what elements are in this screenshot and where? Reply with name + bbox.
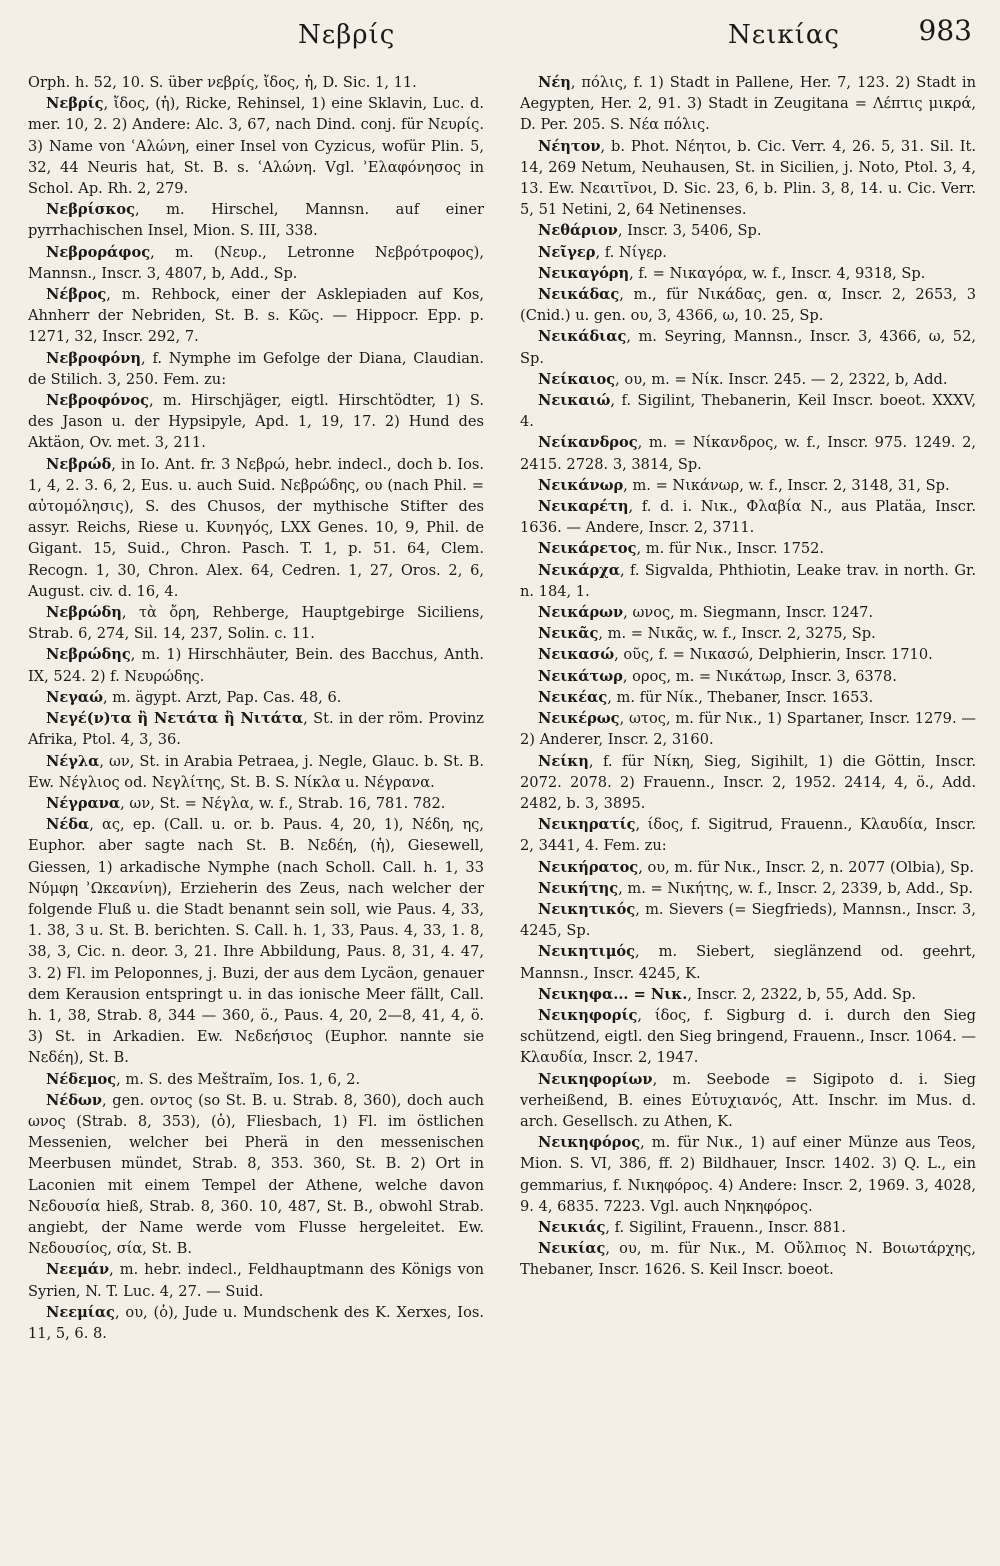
entry-headword: Νεβρώδ	[46, 455, 112, 473]
dictionary-entry: Νεγέ(ν)τα ἢ Νετάτα ἢ Νιτάτα, St. in der röm. Provinz Afrika, Ptol. 4, 3, 36.	[28, 710, 484, 749]
dictionary-entry: Νεικᾶς, m. = Νικᾶς, w. f., Inscr. 2, 3275, Sp.	[538, 625, 876, 643]
dictionary-entry: Νείκη, f. für Νίκη, Sieg, Sigihilt, 1) die Göttin, Inscr. 2072. 2078. 2) Frauenn., Inscr. 2, 1952. 2414, 4, ö., Add. 2482, b. 3, 3895.	[520, 752, 976, 812]
dictionary-entry: Νεικάρων, ωνος, m. Siegmann, Inscr. 1247.	[538, 604, 874, 622]
dictionary-entry: Νέδα, ας, ep. (Call. u. or. b. Paus. 4, 20, 1), Νέδη, ης, Euphor. aber sagte nach St. B. Νεδέη, (ἡ), Giesewell, Giessen, 1) arkadische Nymphe (nach Scholl. Call. h. 1, 33 Νύμφη ʾΩκεανίνη), Erzieherin des Zeus, nach welcher der folgende Fluß u. die Stadt benannt sein soll, wie Paus. 4, 33, 1. 38, 3 u. St. B. berichten. S. Call. h. 1, 33, Paus. 4, 33, 1. 8, 38, 3, Cic. n. deor. 3, 21. Ihre Abbildung, Paus. 8, 31, 4. 47, 3. 2) Fl. im Peloponnes, j. Buzi, der aus dem Lycäon, genauer dem Kerausion entspringt u. in das ionische Meer fällt, Call. h. 1, 38, Strab. 8, 344 — 360, ö., Paus. 4, 20, 2—8, 41, 4, ö. 3) St. in Arkadien. Ew. Νεδεήσιος (Euphor. nannte sie Νεδέη), St. B.	[28, 816, 484, 1067]
dictionary-entry: Νεικάδας, m., für Νικάδας, gen. α, Inscr. 2, 2653, 3 (Cnid.) u. gen. ου, 3, 4366, ω, 10. 25, Sp.	[520, 286, 976, 325]
dictionary-entry: Νεῖγερ, f. Νίγερ.	[538, 243, 667, 261]
entry-headword: Νεβροφόνη	[46, 349, 142, 367]
dictionary-entry: Νεικηφορίων, m. Seebode = Sigipoto d. i. Sieg verheißend, B. eines Εὐτυχιανός, Att. Inschr. im Mus. d. arch. Gesellsch. zu Athen, K.	[520, 1070, 976, 1130]
dictionary-entry: Νεικάρετος, m. für Νικ., Inscr. 1752.	[538, 540, 825, 558]
entry-headword: Νεικηρατίς	[538, 816, 636, 834]
dictionary-entry: Νέη, πόλις, f. 1) Stadt in Pallene, Her. 7, 123. 2) Stadt in Aegypten, Her. 2, 91. 3) Stadt in Zeugitana = Λέπτις μικρά, D. Per. 205. S. Νέα πόλις.	[520, 74, 976, 134]
text-columns	[28, 62, 976, 1344]
entry-headword: Νέγλα	[46, 752, 100, 770]
dictionary-entry: Νέγρανα, ων, St. = Νέγλα, w. f., Strab. 16, 781. 782.	[46, 794, 446, 812]
left-running-headword: Νεβρίς	[298, 20, 396, 50]
dictionary-entry: Νείκαιος, ου, m. = Νίκ. Inscr. 245. — 2, 2322, b, Add.	[538, 370, 948, 388]
entry-headword: Νεικάδας	[538, 286, 620, 304]
left-column	[28, 72, 484, 1344]
dictionary-entry: Νεθάριον, Inscr. 3, 5406, Sp.	[538, 222, 762, 240]
entry-headword: Νεικαρέτη	[538, 498, 629, 516]
entry-headword: Νέβρος	[46, 286, 107, 304]
dictionary-entry: Νεικαιώ, f. Sigilint, Thebanerin, Keil Inscr. boeot. XXXV, 4.	[520, 392, 976, 431]
entry-headword: Νέη	[538, 74, 571, 91]
dictionary-entry: Νεικητιμός, m. Siebert, sieglänzend od. geehrt, Mannsn., Inscr. 4245, K.	[520, 943, 976, 982]
dictionary-entry: Νέδων, gen. οντος (so St. B. u. Strab. 8, 360), doch auch ωνος (Strab. 8, 353), (ὁ), Fliesbach, 1) Fl. im östlichen Messenien, welcher bei Pherä in den messenischen Meerbusen mündet, Strab. 8, 353. 360, St. B. 2) Ort in Laconien mit einem Tempel der Athene, welche davon Νεδουσία hieß, Strab. 8, 360. 10, 487, St. B., obwohl Strab. angiebt, der Name werde vom Flusse hergeleitet. Ew. Νεδουσίος, σία, St. B.	[28, 1091, 484, 1258]
dictionary-entry: Νέδεμος, m. S. des Meštraïm, Ios. 1, 6, 2.	[46, 1070, 361, 1088]
dictionary-entry: Νεικήρατος, ου, m. für Νικ., Inscr. 2, n. 2077 (Olbia), Sp.	[538, 858, 974, 876]
entry-headword: Νέδεμος	[46, 1070, 117, 1088]
entry-headword: Νεικήρατος	[538, 858, 639, 876]
entry-headword: Νέγρανα	[46, 794, 121, 812]
page-number: 983	[918, 14, 972, 47]
dictionary-entry: Νείκανδρος, m. = Νίκανδρος, w. f., Inscr. 975. 1249. 2, 2415. 2728. 3, 3814, Sp.	[520, 434, 976, 473]
entry-headword: Νεβροράφος	[46, 243, 151, 261]
page-header	[28, 0, 976, 62]
entry-headword: Νεικασώ	[538, 646, 615, 664]
entry-headword: Νεβρώδη	[46, 604, 122, 622]
dictionary-entry: Orph. h. 52, 10. S. über νεβρίς, ἴδος, ἡ, D. Sic. 1, 11.	[28, 74, 417, 91]
entry-headword: Νεβρίσκος	[46, 201, 135, 219]
dictionary-entry: Νεβρίσκος, m. Hirschel, Mannsn. auf einer pyrrhachischen Insel, Mion. S. III, 338.	[28, 201, 484, 240]
entry-headword: Νεικηφορίς	[538, 1006, 638, 1024]
dictionary-entry: Νεικηφα... = Νικ., Inscr. 2, 2322, b, 55, Add. Sp.	[538, 985, 916, 1003]
entry-headword: Νεικάρων	[538, 604, 624, 622]
dictionary-entry: Νεικάτωρ, ορος, m. = Νικάτωρ, Inscr. 3, 6378.	[538, 667, 897, 685]
entry-headword: Νεβροφόνος	[46, 392, 150, 410]
entry-headword: Νεβρίς	[46, 95, 104, 113]
dictionary-entry: Νεικαρέτη, f. d. i. Νικ., Φλαβία Ν., aus Platäa, Inscr. 1636. — Andere, Inscr. 2, 3711.	[520, 498, 976, 537]
dictionary-entry: Νεικάδιας, m. Seyring, Mannsn., Inscr. 3, 4366, ω, 52, Sp.	[520, 328, 976, 367]
entry-headword: Νεικητιμός	[538, 943, 636, 961]
dictionary-entry: Νεικίας, ου, m. für Νικ., Μ. Οὔλπιος Ν. Βοιωτάρχης, Thebaner, Inscr. 1626. S. Keil Inscr. boeot.	[520, 1240, 976, 1279]
dictionary-entry: Νέβρος, m. Rehbock, einer der Asklepiaden auf Kos, Ahnherr der Nebriden, St. B. s. Κῶς. — Hippocr. Epp. p. 1271, 32, Inscr. 292, 7.	[28, 286, 484, 346]
entry-headword: Νεικᾶς	[538, 625, 599, 643]
dictionary-entry: Νεικέας, m. für Νίκ., Thebaner, Inscr. 1653.	[538, 688, 874, 706]
entry-headword: Νείκαιος	[538, 370, 616, 388]
entry-headword: Νεικέας	[538, 688, 608, 706]
right-column	[520, 72, 976, 1344]
dictionary-entry: Νεβρώδης, m. 1) Hirschhäuter, Bein. des Bacchus, Anth. IX, 524. 2) f. Νευρώδης.	[28, 646, 484, 685]
right-running-headword: Νεικίας	[728, 20, 840, 50]
dictionary-entry: Νεικαγόρη, f. = Νικαγόρα, w. f., Inscr. 4, 9318, Sp.	[538, 264, 926, 282]
dictionary-entry: Νεγαώ, m. ägypt. Arzt, Pap. Cas. 48, 6.	[46, 688, 342, 706]
entry-headword: Νέητον	[538, 137, 601, 155]
entry-headword: Νεικάρετος	[538, 540, 637, 558]
dictionary-entry: Νεικηρατίς, ίδος, f. Sigitrud, Frauenn., Κλαυδία, Inscr. 2, 3441, 4. Fem. zu:	[520, 816, 976, 855]
entry-headword: Νεικαγόρη	[538, 264, 630, 282]
dictionary-entry: Νεικηφόρος, m. für Νικ., 1) auf einer Münze aus Teos, Mion. S. VI, 386, ff. 2) Bildhauer, Inscr. 1402. 3) Q. L., ein gemmarius, f. Νικηφόρος. 4) Andere: Inscr. 2, 1969. 3, 4028, 9. 4, 6835. 7223. Vgl. auch Νηκηφόρος.	[520, 1134, 976, 1215]
dictionary-entry: Νεικηφορίς, ίδος, f. Sigburg d. i. durch den Sieg schützend, eigtl. den Sieg bringend, Frauenn., Inscr. 1064. — Κλαυδία, Inscr. 2, 1947.	[520, 1006, 976, 1067]
dictionary-entry: Νεικιάς, f. Sigilint, Frauenn., Inscr. 881.	[538, 1218, 846, 1236]
dictionary-entry: Νεβρώδ, in Io. Ant. fr. 3 Νεβρώ, hebr. indecl., doch b. Ios. 1, 4, 2. 3. 6, 2, Eus. u. auch Suid. Νεβρώδης, ου (nach Phil. = αὐτομόλησις), S. des Chusos, der mythische Stifter des assyr. Reichs, Riese u. Κυνηγός, LXX Genes. 10, 9, Phil. de Gigant. 15, Suid., Chron. Pasch. T. 1, p. 51. 64, Clem. Recogn. 1, 30, Chron. Alex. 64, Cedren. 1, 27, Oros. 2, 6, August. civ. d. 16, 4.	[28, 455, 484, 600]
dictionary-entry: Νεικασώ, οῦς, f. = Νικασώ, Delphierin, Inscr. 1710.	[538, 646, 933, 664]
entry-headword: Νεβρώδης	[46, 646, 131, 664]
dictionary-entry: Νεβροφόνος, m. Hirschjäger, eigtl. Hirschtödter, 1) S. des Jason u. der Hypsipyle, Apd. 1, 19, 17. 2) Hund des Aktäon, Ov. met. 3, 211.	[28, 392, 484, 452]
entry-headword: Νεικέρως	[538, 710, 620, 728]
entry-headword: Νεγαώ	[46, 688, 103, 706]
dictionary-entry: Νεεμίας, ου, (ὁ), Jude u. Mundschenk des K. Xerxes, Ios. 11, 5, 6. 8.	[28, 1303, 484, 1342]
entry-headword: Νεθάριον	[538, 222, 618, 240]
entry-headword: Νεῖγερ	[538, 243, 596, 261]
dictionary-entry: Νεικάρχα, f. Sigvalda, Phthiotin, Leake trav. in north. Gr. n. 184, 1.	[520, 561, 976, 600]
entry-headword: Νεικαιώ	[538, 392, 611, 410]
entry-headword: Νεικίας	[538, 1240, 606, 1258]
dictionary-entry: Νεικέρως, ωτος, m. für Νικ., 1) Spartaner, Inscr. 1279. — 2) Anderer, Inscr. 2, 3160.	[520, 710, 976, 749]
dictionary-entry: Νεεμάν, m. hebr. indecl., Feldhauptmann des Königs von Syrien, N. T. Luc. 4, 27. — Suid.	[28, 1261, 484, 1300]
entry-headword: Νεικηφόρος	[538, 1134, 641, 1152]
dictionary-entry: Νεβροφόνη, f. Nymphe im Gefolge der Diana, Claudian. de Stilich. 3, 250. Fem. zu:	[28, 349, 484, 388]
entry-headword: Νεεμάν	[46, 1261, 110, 1279]
entry-headword: Νεεμίας	[46, 1303, 115, 1321]
entry-headword: Νείκανδρος	[538, 434, 638, 452]
dictionary-entry: Νεικάνωρ, m. = Νικάνωρ, w. f., Inscr. 2, 3148, 31, Sp.	[538, 476, 950, 494]
entry-headword: Νείκη	[538, 752, 589, 770]
dictionary-entry: Νεβροράφος, m. (Νευρ., Letronne Νεβρότροφος), Mannsn., Inscr. 3, 4807, b, Add., Sp.	[28, 243, 484, 282]
entry-headword: Νέδων	[46, 1091, 102, 1109]
entry-headword: Νεικάνωρ	[538, 476, 624, 494]
entry-headword: Νεικιάς	[538, 1218, 606, 1236]
entry-headword: Νεικάρχα	[538, 561, 620, 579]
entry-headword: Νεικάτωρ	[538, 667, 623, 685]
entry-headword: Νεικήτης	[538, 879, 619, 897]
dictionary-entry: Νέγλα, ων, St. in Arabia Petraea, j. Negle, Glauc. b. St. B. Ew. Νέγλιος od. Νεγλίτης, St. B. S. Νίκλα u. Νέγρανα.	[28, 752, 484, 791]
dictionary-entry: Νεβρώδη, τὰ ὄρη, Rehberge, Hauptgebirge Siciliens, Strab. 6, 274, Sil. 14, 237, Solin. c. 11.	[28, 604, 484, 643]
dictionary-entry: Νεικητικός, m. Sievers (= Siegfrieds), Mannsn., Inscr. 3, 4245, Sp.	[520, 900, 976, 940]
entry-headword: Νεικηφα... = Νικ.	[538, 985, 688, 1003]
dictionary-entry: Νέητον, b. Phot. Νέητοι, b. Cic. Verr. 4, 26. 5, 31. Sil. It. 14, 269 Netum, Neuhausen, St. in Sicilien, j. Noto, Ptol. 3, 4, 13. Ew. Νεαιτῖνοι, D. Sic. 23, 6, b. Plin. 3, 8, 14. u. Cic. Verr. 5, 51 Netini, 2, 64 Netinenses.	[520, 137, 976, 219]
dictionary-entry: Νεικήτης, m. = Νικήτης, w. f., Inscr. 2, 2339, b, Add., Sp.	[538, 879, 974, 897]
entry-headword: Νεγέ(ν)τα ἢ Νετάτα ἢ Νιτάτα	[46, 710, 304, 728]
dictionary-entry: Νεβρίς, ἴδος, (ἡ), Ricke, Rehinsel, 1) eine Sklavin, Luc. d. mer. 10, 2. 2) Andere: Alc. 3, 67, nach Dind. conj. für Νευρίς. 3) Name von ʿΑλώνη, einer Insel von Cyzicus, wofür Plin. 5, 32, 44 Neuris hat, St. B. s. ʿΑλώνη. Vgl. ʾΕλαφόνησος in Schol. Ap. Rh. 2, 279.	[28, 95, 484, 198]
entry-headword: Νέδα	[46, 816, 90, 834]
entry-headword: Νεικάδιας	[538, 328, 627, 346]
entry-headword: Νεικητικός	[538, 900, 636, 918]
entry-headword: Νεικηφορίων	[538, 1070, 653, 1088]
